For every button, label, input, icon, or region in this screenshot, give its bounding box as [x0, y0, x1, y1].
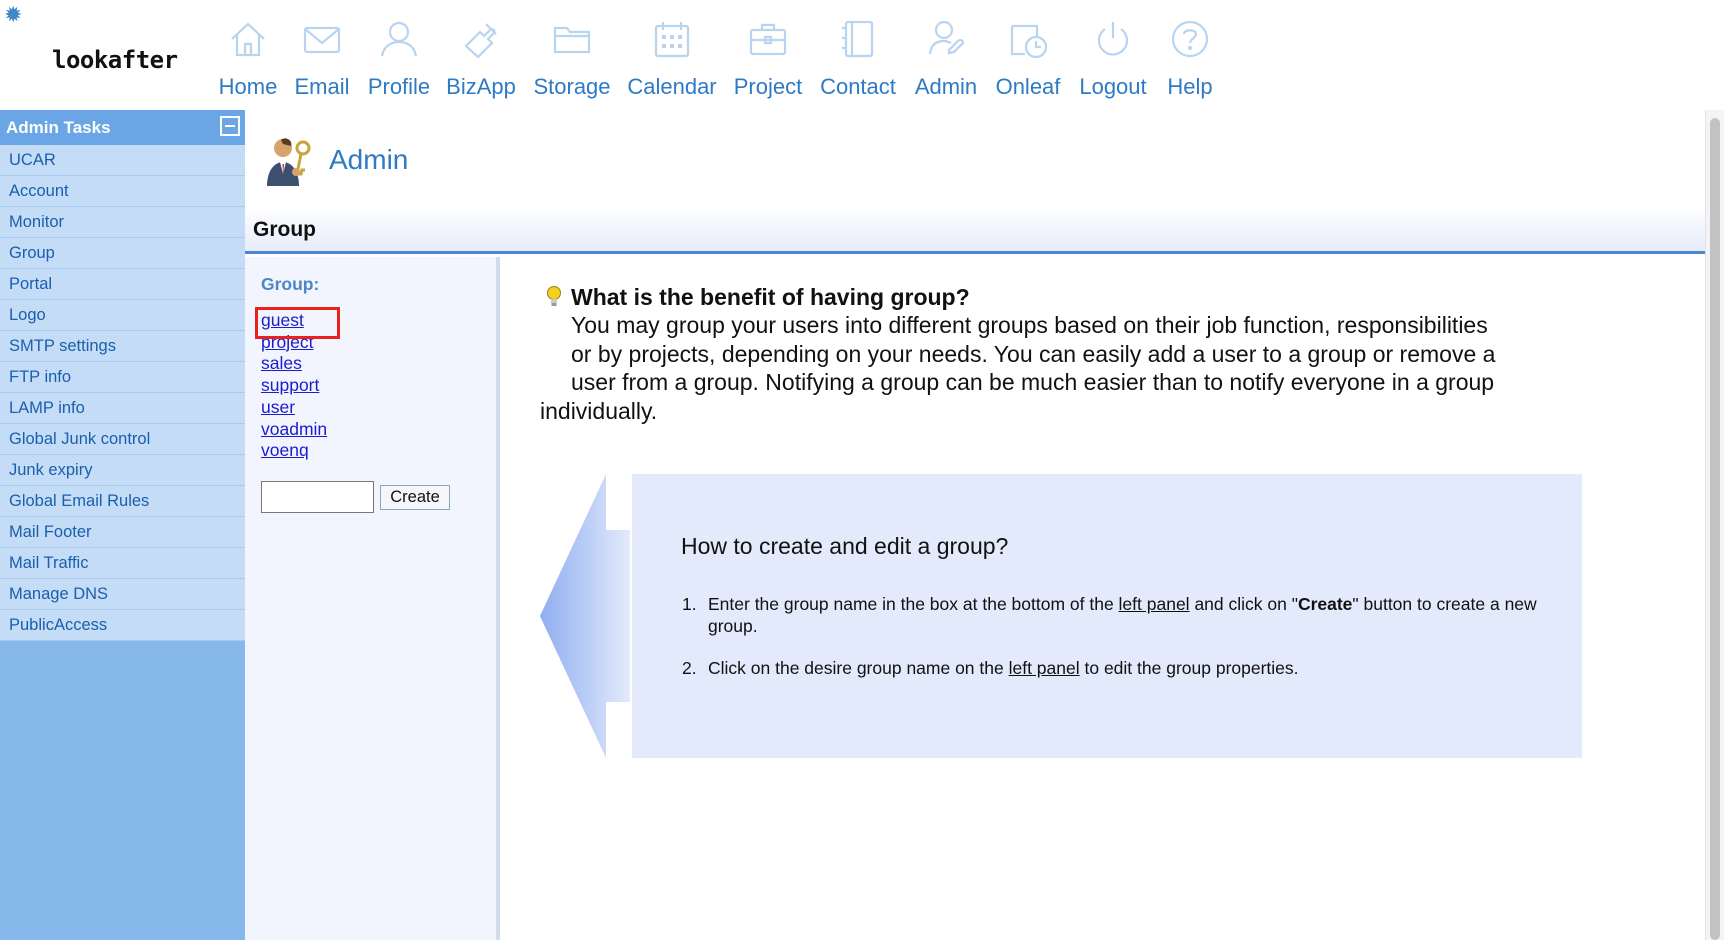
nav-item-logout[interactable]: [1077, 14, 1149, 98]
nav-label-onleaf: Onleaf: [995, 74, 1061, 99]
collapse-icon[interactable]: [220, 116, 240, 136]
page-title: Admin: [329, 144, 409, 175]
group-link-sales[interactable]: sales: [261, 353, 302, 374]
nav-label-contact: Contact: [820, 74, 896, 99]
nav-label-admin: Admin: [914, 74, 978, 99]
faq-answer-line: individually.: [540, 397, 658, 424]
nav-item-calendar[interactable]: [627, 14, 717, 98]
sidebar-title: Admin Tasks: [6, 118, 111, 137]
group-link-project[interactable]: project: [261, 331, 314, 352]
left-pointing-arrow-icon: [540, 474, 630, 758]
sidebar-item-ucar[interactable]: UCAR: [0, 145, 245, 176]
sidebar-item-monitor[interactable]: Monitor: [0, 207, 245, 238]
nav-label-project: Project: [733, 74, 803, 99]
left-panel-reference: left panel: [1008, 658, 1080, 678]
admin-user-icon: [925, 18, 967, 60]
email-icon: [301, 18, 343, 60]
nav-item-profile[interactable]: [364, 14, 434, 98]
address-book-icon: [837, 18, 879, 60]
group-link-guest[interactable]: guest: [261, 310, 304, 330]
faq-answer-line: You may group your users into different groups based on their job function, responsibilities: [571, 312, 1488, 338]
nav-item-project[interactable]: [733, 14, 803, 98]
sidebar-item-mail-footer[interactable]: Mail Footer: [0, 517, 245, 548]
sidebar-item-portal[interactable]: Portal: [0, 269, 245, 300]
new-group-name-input[interactable]: [261, 481, 374, 513]
app-logo[interactable]: lookafter: [52, 46, 178, 74]
nav-label-home: Home: [218, 74, 278, 99]
sidebar-item-smtp-settings[interactable]: SMTP settings: [0, 331, 245, 362]
left-panel-reference: left panel: [1118, 594, 1190, 614]
nav-label-profile: Profile: [367, 74, 431, 99]
profile-icon: [378, 18, 420, 60]
sidebar-header: [0, 110, 245, 145]
vertical-scrollbar[interactable]: [1705, 110, 1724, 940]
briefcase-icon: [747, 18, 789, 60]
nav-item-help[interactable]: [1165, 14, 1215, 98]
nav-label-calendar: Calendar: [627, 74, 717, 99]
main-content: [245, 110, 1705, 940]
nav-item-contact[interactable]: [818, 14, 898, 98]
top-header: [0, 0, 1724, 110]
sidebar-item-publicaccess[interactable]: PublicAccess: [0, 610, 245, 641]
section-header-band: [245, 206, 1705, 254]
howto-step: 2. Click on the desire group name on the left panel to edit the group properties.: [682, 658, 1299, 678]
admin-tasks-sidebar: [0, 110, 245, 940]
bizapp-icon: [460, 18, 502, 60]
group-heading: Group:: [261, 274, 320, 294]
nav-label-bizapp: BizApp: [446, 74, 516, 99]
faq-answer-line: user from a group. Notifying a group can be much easier than to notify everyone in a group: [571, 369, 1495, 396]
sidebar-item-global-email-rules[interactable]: Global Email Rules: [0, 486, 245, 517]
sidebar-item-junk-expiry[interactable]: Junk expiry: [0, 455, 245, 486]
help-icon: [1169, 18, 1211, 60]
faq-answer: [540, 311, 1630, 425]
create-group-button[interactable]: Create: [380, 485, 450, 510]
group-link-voenq[interactable]: voenq: [261, 440, 309, 461]
power-icon: [1092, 18, 1134, 60]
howto-panel: [632, 474, 1582, 758]
sidebar-item-manage-dns[interactable]: Manage DNS: [0, 579, 245, 610]
home-icon: [227, 18, 269, 60]
group-link-user[interactable]: user: [261, 396, 296, 417]
nav-item-home[interactable]: [213, 14, 283, 98]
group-list: [261, 310, 327, 462]
page-header: [245, 110, 1705, 200]
nav-item-onleaf[interactable]: [993, 14, 1063, 98]
nav-item-bizapp[interactable]: [445, 14, 517, 98]
sidebar-item-mail-traffic[interactable]: Mail Traffic: [0, 548, 245, 579]
sidebar-item-logo[interactable]: Logo: [0, 300, 245, 331]
sidebar-item-ftp-info[interactable]: FTP info: [0, 362, 245, 393]
lightbulb-icon: [546, 286, 562, 308]
nav-label-storage: Storage: [533, 74, 611, 99]
calendar-icon: [651, 18, 693, 60]
nav-item-email[interactable]: [292, 14, 352, 98]
gear-icon: ✹: [4, 2, 23, 27]
nav-label-help: Help: [1167, 74, 1213, 99]
leave-clock-icon: [1007, 18, 1049, 60]
faq-question: What is the benefit of having group?: [571, 284, 970, 310]
sidebar-item-lamp-info[interactable]: LAMP info: [0, 393, 245, 424]
howto-title: How to create and edit a group?: [681, 533, 1009, 559]
nav-item-admin[interactable]: [914, 14, 978, 98]
scrollbar-thumb[interactable]: [1710, 118, 1720, 940]
nav-label-email: Email: [294, 74, 350, 99]
folder-icon: [551, 18, 593, 60]
admin-keys-icon: [261, 134, 315, 188]
section-title: Group: [253, 218, 316, 241]
group-list-panel: [245, 257, 500, 940]
nav-label-logout: Logout: [1079, 74, 1147, 99]
howto-steps: [670, 594, 1550, 701]
group-link-voadmin[interactable]: voadmin: [261, 418, 328, 439]
sidebar-item-global-junk-control[interactable]: Global Junk control: [0, 424, 245, 455]
faq-answer-line: or by projects, depending on your needs. You can easily add a user to a group or remove a: [571, 340, 1496, 367]
nav-item-storage[interactable]: [531, 14, 613, 98]
howto-step: 1. Enter the group name in the box at the bottom of the left panel and click on "Create" button to create a new group.: [682, 594, 1537, 636]
sidebar-item-group[interactable]: Group: [0, 238, 245, 269]
sidebar-item-account[interactable]: Account: [0, 176, 245, 207]
group-link-support[interactable]: support: [261, 375, 320, 396]
